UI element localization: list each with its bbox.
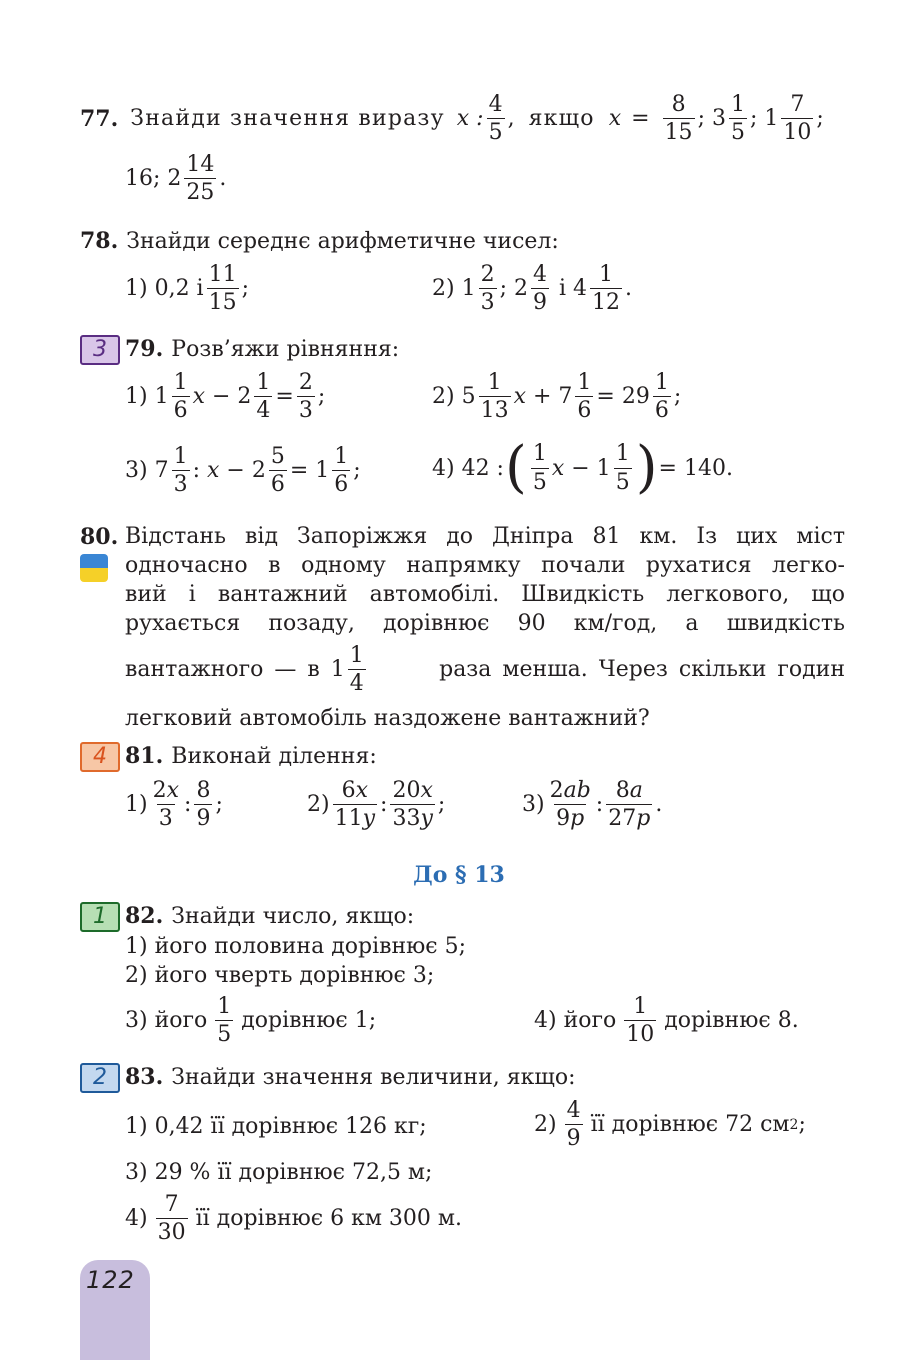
fraction: $\frac{1}{13}$ bbox=[480, 370, 509, 424]
ex78-title bbox=[80, 228, 559, 254]
ex77-text: Знайди значення виразу bbox=[130, 106, 445, 132]
ex77-text3: 16; 2 bbox=[125, 166, 182, 192]
fraction: $\frac{1}{10}$ bbox=[626, 994, 655, 1048]
ex81-title-text: Виконай ділення: bbox=[171, 743, 377, 769]
ex79-eq2: 2) 5 $\frac{1}{13}$ x + 7 $\frac{1}{6}$ = 29 $\frac{1}{6}$ ; bbox=[432, 370, 682, 424]
fraction: $\frac{4}{9}$ bbox=[532, 262, 547, 316]
ex80-number: 80. bbox=[80, 524, 119, 550]
ex83-item1: 1) 0,42 її дорівнює 126 кг; bbox=[125, 1114, 427, 1139]
fraction: $\frac{7}{10}$ bbox=[783, 92, 812, 146]
fraction: $\frac{1}{4}$ bbox=[349, 643, 364, 697]
ex83-number: 83. bbox=[125, 1064, 164, 1090]
ex80-line1: Відстань від Запоріжжя до Дніпра 81 км. Із цих міст bbox=[125, 524, 845, 549]
page-number: 122 bbox=[86, 1266, 135, 1294]
ex83-item3: 3) 29 % її дорівнює 72,5 м; bbox=[125, 1160, 433, 1185]
fraction: $\frac{6x}{11y}$ bbox=[334, 778, 376, 832]
ex77-math: x : bbox=[456, 106, 484, 132]
ex78-part2: 2) 1 $\frac{2}{3}$ ; 2 $\frac{4}{9}$ і 4 $\frac{1}{12}$ . bbox=[432, 262, 633, 316]
ex81-part3: 3) $\frac{2ab}{9p}$ : $\frac{8a}{27p}$ . bbox=[522, 778, 663, 832]
fraction: $\frac{5}{6}$ bbox=[270, 444, 285, 498]
fraction: $\frac{1}{5}$ bbox=[217, 994, 232, 1048]
fraction: $\frac{4}{5}$ bbox=[488, 92, 503, 146]
ex83-item2: 2) $\frac{4}{9}$ її дорівнює 72 см 2 ; bbox=[534, 1098, 806, 1152]
fraction: $\frac{2}{3}$ bbox=[480, 262, 495, 316]
fraction: $\frac{2x}{3}$ bbox=[152, 778, 180, 832]
ex79-eq1: 1) 1 $\frac{1}{6}$ x − 2 $\frac{1}{4}$ = $\frac{2}{3}$ ; bbox=[125, 370, 326, 424]
ex80-line5: вантажного — в 1 $\frac{1}{4}$ раза менша. Через скільки годин bbox=[125, 643, 845, 697]
ex82-title-text: Знайди число, якщо: bbox=[171, 903, 415, 929]
fraction: $\frac{20x}{33y}$ bbox=[392, 778, 433, 832]
ex79-title bbox=[125, 336, 399, 362]
ex79-eq3: 3) 7 $\frac{1}{3}$ : x − 2 $\frac{5}{6}$ = 1 $\frac{1}{6}$ ; bbox=[125, 444, 361, 498]
ex82-item1: 1) його половина дорівнює 5; bbox=[125, 934, 467, 959]
ex81-title bbox=[125, 743, 377, 769]
ex83-title-text: Знайди значення величини, якщо: bbox=[171, 1064, 576, 1090]
ex80-line3: вий і вантажний автомобілі. Швидкість легкового, що bbox=[125, 582, 845, 607]
level-badge-3: 3 bbox=[80, 335, 120, 365]
ex79-number: 79. bbox=[125, 336, 164, 362]
fraction: $\frac{1}{6}$ bbox=[173, 370, 188, 424]
ex79-title-text: Розв’яжи рівняння: bbox=[171, 336, 400, 362]
fraction: $\frac{11}{15}$ bbox=[208, 262, 237, 316]
ex77-text2: якщо bbox=[528, 106, 595, 132]
ex78-number: 78. bbox=[80, 228, 119, 254]
fraction: $\frac{8a}{27p}$ bbox=[608, 778, 651, 832]
fraction: $\frac{7}{30}$ bbox=[157, 1192, 186, 1246]
level-badge-4: 4 bbox=[80, 742, 120, 772]
fraction: $\frac{1}{5}$ bbox=[532, 441, 547, 495]
fraction: $\frac{14}{25}$ bbox=[186, 152, 215, 206]
ex78-title-text: Знайди середнє арифметичне чисел: bbox=[126, 228, 559, 254]
ex81-number: 81. bbox=[125, 743, 164, 769]
ex83-title bbox=[125, 1064, 575, 1090]
fraction: $\frac{2}{3}$ bbox=[298, 370, 313, 424]
ex82-item2: 2) його чверть дорівнює 3; bbox=[125, 963, 435, 988]
ex80-line2: одночасно в одному напрямку почали рухатися легко- bbox=[125, 553, 845, 578]
fraction: $\frac{1}{5}$ bbox=[615, 441, 630, 495]
fraction: $\frac{1}{3}$ bbox=[173, 444, 188, 498]
ex81-part2: 2) $\frac{6x}{11y}$ : $\frac{20x}{33y}$ ; bbox=[307, 778, 446, 832]
ex79-eq4: 4) 42 : ( $\frac{1}{5}$ x − 1 $\frac{1}{5}$ ) = 140. bbox=[432, 435, 733, 500]
ex80-line4: рухається позаду, дорівнює 90 км/год, а швидкість bbox=[125, 611, 845, 636]
ex77-line1: 77. Знайди значення виразу x : $\frac{4}{5}$ , якщо x = $\frac{8}{15}$ ; 3 $\frac{1}{5}$ ; 1 $\frac{7}{10}$ ; bbox=[80, 92, 824, 146]
ex82-item4: 4) його $\frac{1}{10}$ дорівнює 8. bbox=[534, 994, 799, 1048]
ex77-number: 77. bbox=[80, 105, 119, 132]
section-title: До § 13 bbox=[413, 862, 505, 888]
fraction: $\frac{8}{9}$ bbox=[196, 778, 211, 832]
ex82-number: 82. bbox=[125, 903, 164, 929]
fraction: $\frac{1}{12}$ bbox=[592, 262, 621, 316]
ex82-title bbox=[125, 903, 414, 929]
ex82-item3: 3) його $\frac{1}{5}$ дорівнює 1; bbox=[125, 994, 377, 1048]
fraction: $\frac{1}{4}$ bbox=[256, 370, 271, 424]
ex80-line6: легковий автомобіль наздожене вантажний? bbox=[125, 706, 650, 731]
ex77-line2: 16; 2 $\frac{14}{25}$ . bbox=[125, 152, 227, 206]
ukraine-flag-icon bbox=[80, 554, 108, 582]
fraction: $\frac{1}{6}$ bbox=[654, 370, 669, 424]
level-badge-2: 2 bbox=[80, 1063, 120, 1093]
fraction: $\frac{4}{9}$ bbox=[566, 1098, 581, 1152]
ex83-item4: 4) $\frac{7}{30}$ її дорівнює 6 км 300 м. bbox=[125, 1192, 463, 1246]
ex78-part1: 1) 0,2 і $\frac{11}{15}$ ; bbox=[125, 262, 250, 316]
fraction: $\frac{1}{6}$ bbox=[334, 444, 349, 498]
ex81-part1: 1) $\frac{2x}{3}$ : $\frac{8}{9}$ ; bbox=[125, 778, 223, 832]
fraction: $\frac{8}{15}$ bbox=[664, 92, 693, 146]
fraction: $\frac{1}{6}$ bbox=[577, 370, 592, 424]
fraction: $\frac{1}{5}$ bbox=[730, 92, 745, 146]
fraction: $\frac{2ab}{9p}$ bbox=[549, 778, 591, 832]
level-badge-1: 1 bbox=[80, 902, 120, 932]
